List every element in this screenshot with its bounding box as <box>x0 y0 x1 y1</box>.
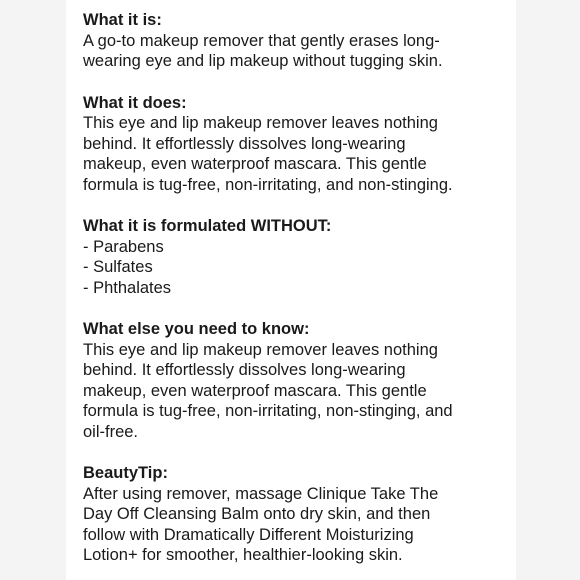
body-line: This eye and lip makeup remover leaves nothing <box>83 114 438 132</box>
section-heading: BeautyTip: <box>83 464 168 482</box>
body-line: formula is tug-free, non-irritating, non-stinging, and <box>83 402 453 420</box>
section-heading: What it is formulated WITHOUT: <box>83 217 332 235</box>
body-line: follow with Dramatically Different Moisturizing <box>83 525 414 544</box>
section-heading: What it does: <box>83 93 187 112</box>
body-line: Day Off Cleansing Balm onto dry skin, and then <box>83 505 431 523</box>
list-item: - Parabens <box>83 237 164 256</box>
body-line: formula is tug-free, non-irritating, and non-stinging. <box>83 175 453 194</box>
section-heading: What it is: <box>83 11 162 29</box>
body-line: This eye and lip makeup remover leaves nothing <box>83 340 438 359</box>
list-item: - Sulfates <box>83 258 153 276</box>
body-line: behind. It effortlessly dissolves long-wearing <box>83 361 406 379</box>
section-what-it-is <box>83 10 516 72</box>
body-line: Lotion+ for smoother, healthier-looking skin. <box>83 546 403 564</box>
body-line: wearing eye and lip makeup without tugging skin. <box>83 52 443 70</box>
section-heading: What else you need to know: <box>83 320 310 338</box>
body-line: behind. It effortlessly dissolves long-wearing <box>83 134 406 153</box>
section-beauty-tip <box>83 463 516 566</box>
body-line: oil-free. <box>83 422 139 441</box>
body-line: makeup, even waterproof mascara. This gentle <box>83 381 427 400</box>
section-formulated-without <box>83 216 516 298</box>
section-what-else <box>83 319 516 442</box>
list-item: - Phthalates <box>83 278 172 297</box>
body-line: After using remover, massage Clinique Take The <box>83 484 439 503</box>
body-line: A go-to makeup remover that gently erases long- <box>83 31 440 50</box>
body-line: makeup, even waterproof mascara. This gentle <box>83 155 427 173</box>
document-page <box>66 0 516 580</box>
section-what-it-does <box>83 93 516 196</box>
